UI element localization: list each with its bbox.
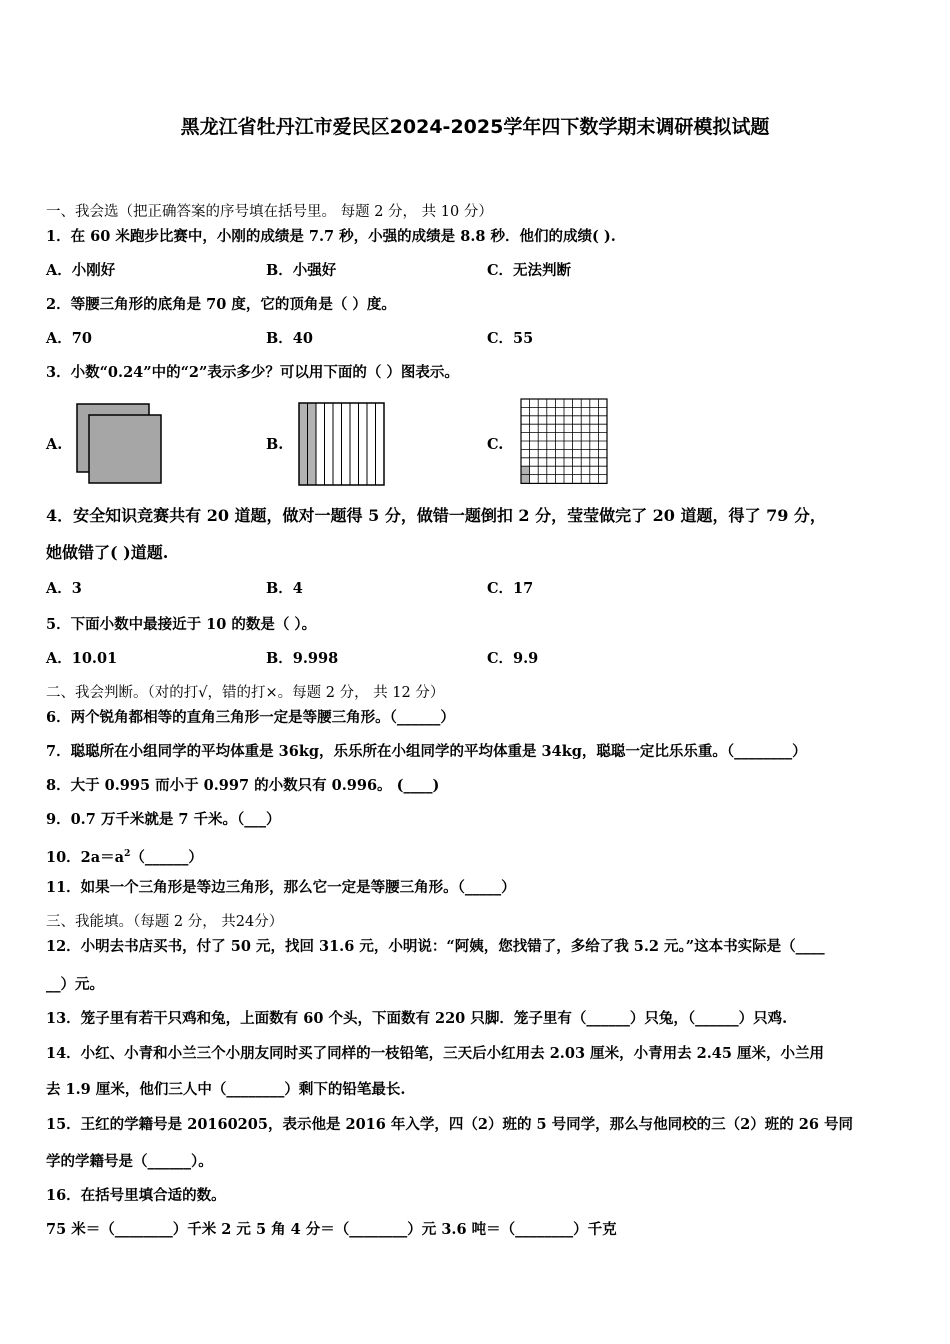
question-4-line-2: 她做错了( )道题. (46, 543, 169, 562)
q10-blank: （______） (130, 848, 203, 866)
q3-option-b: B. (266, 436, 284, 453)
question-3: 3．小数“0.24”中的“2”表示多少？可以用下面的（ ）图表示。 (46, 364, 459, 381)
q3-figure-b-ten-strips (297, 401, 387, 487)
section-1-heading: 一、我会选（把正确答案的序号填在括号里。 每题 2 分， 共 10 分） (46, 204, 493, 220)
q4-option-b: B．4 (266, 580, 303, 597)
q3-option-c: C. (487, 436, 504, 453)
question-5: 5．下面小数中最接近于 10 的数是（ ）。 (46, 616, 317, 633)
q1-option-b: B．小强好 (266, 262, 337, 279)
question-7: 7．聪聪所在小组同学的平均体重是 36kg，乐乐所在小组同学的平均体重是 34kg，聪聪一定比乐乐重。（________） (46, 743, 807, 760)
q4-option-c: C．17 (487, 580, 534, 597)
q5-option-c: C．9.9 (487, 650, 539, 667)
question-15-line-2: 学的学籍号是（______）。 (46, 1153, 213, 1170)
page-title: 黑龙江省牡丹江市爱民区2024-2025学年四下数学期末调研模拟试题 (180, 116, 770, 138)
q2-option-c: C．55 (487, 330, 534, 347)
question-4-line-1: 4．安全知识竞赛共有 20 道题，做对一题得 5 分，做错一题倒扣 2 分，莹莹做完了 20 道题，得了 79 分， (46, 506, 826, 525)
q10-exponent: 2 (124, 849, 131, 859)
question-6: 6．两个锐角都相等的直角三角形一定是等腰三角形。（______） (46, 709, 455, 726)
question-14-line-1: 14．小红、小青和小兰三个小朋友同时买了同样的一枝铅笔，三天后小红用去 2.03 厘米，小青用去 2.45 厘米，小兰用 (46, 1045, 824, 1062)
q10-expression: 10．2a＝a (46, 848, 125, 866)
q3-figure-a-two-squares (76, 403, 164, 485)
question-12-line-2: __）元。 (46, 976, 104, 993)
question-16-blanks: 75 米＝（________）千米 2 元 5 角 4 分＝（________）元 3.6 吨＝（________）千克 (46, 1221, 617, 1238)
question-1: 1．在 60 米跑步比赛中，小刚的成绩是 7.7 秒，小强的成绩是 8.8 秒．他们的成绩( ). (46, 228, 616, 245)
q2-option-b: B．40 (266, 330, 313, 347)
q3-option-a: A. (46, 436, 63, 453)
q5-option-b: B．9.998 (266, 650, 339, 667)
section-2-heading: 二、我会判断。（对的打√，错的打×。每题 2 分， 共 12 分） (46, 685, 445, 701)
q5-option-a: A．10.01 (46, 650, 118, 667)
q1-option-a: A．小刚好 (46, 262, 116, 279)
section-3-heading: 三、我能填。（每题 2 分， 共24分） (46, 914, 284, 930)
q2-option-a: A．70 (46, 330, 92, 347)
question-10 (46, 845, 203, 867)
question-16: 16．在括号里填合适的数。 (46, 1187, 226, 1204)
question-14-line-2: 去 1.9 厘米，他们三人中（________）剩下的铅笔最长. (46, 1081, 406, 1098)
q4-option-a: A．3 (46, 580, 82, 597)
q3-figure-c-hundred-grid (519, 397, 609, 487)
question-8: 8．大于 0.995 而小于 0.997 的小数只有 0.996。 (____) (46, 777, 440, 794)
question-15-line-1: 15．王红的学籍号是 20160205，表示他是 2016 年入学，四（2）班的 5 号同学，那么与他同校的三（2）班的 26 号同 (46, 1116, 854, 1133)
q1-option-c: C．无法判断 (487, 262, 572, 279)
question-9: 9．0.7 万千米就是 7 千米。（___） (46, 811, 281, 828)
question-12-line-1: 12．小明去书店买书，付了 50 元，找回 31.6 元，小明说：“阿姨，您找错了，多给了我 5.2 元。”这本书实际是（____ (46, 938, 825, 955)
question-13: 13．笼子里有若干只鸡和兔，上面数有 60 个头，下面数有 220 只脚．笼子里有（______）只兔，（______）只鸡. (46, 1010, 788, 1027)
question-2: 2．等腰三角形的底角是 70 度，它的顶角是（ ）度。 (46, 296, 396, 313)
question-11: 11．如果一个三角形是等边三角形，那么它一定是等腰三角形。（_____） (46, 879, 516, 896)
